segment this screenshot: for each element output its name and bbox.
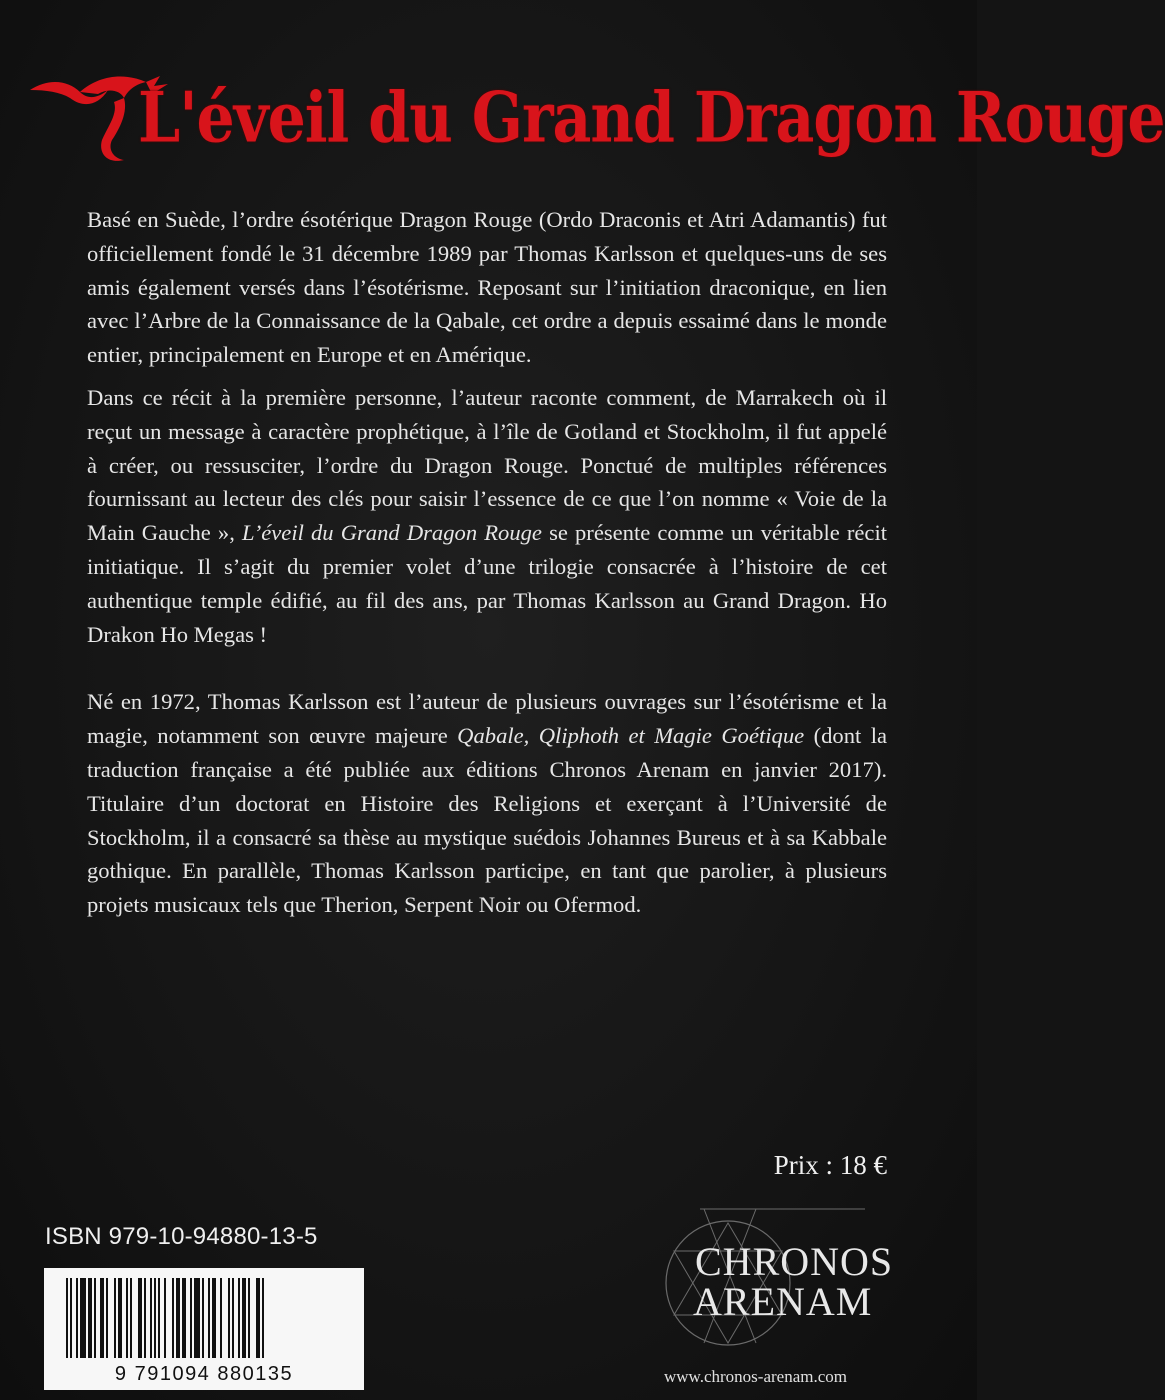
barcode-bar <box>182 1278 186 1358</box>
story-book-title: L’éveil du Grand Dragon Rouge <box>241 520 542 546</box>
barcode-number: 9 791094 880135 <box>114 1363 294 1385</box>
publisher-name-line2: ARENAM <box>693 1279 873 1324</box>
barcode-bar <box>94 1278 96 1358</box>
price-label: Prix : 18 € <box>773 1150 887 1180</box>
title-block <box>28 60 1165 170</box>
barcode-bar <box>154 1278 156 1358</box>
barcode-bar <box>248 1278 250 1358</box>
barcode-bars <box>66 1278 342 1358</box>
barcode-bar <box>228 1278 230 1358</box>
publisher-name-line1: CHRONOS <box>695 1239 894 1284</box>
barcode-bar <box>262 1278 264 1358</box>
barcode-bar <box>256 1278 260 1358</box>
barcode-bar <box>138 1278 142 1358</box>
author-text-end: (dont la traduction française a été publiée aux éditions Chronos Arenam en janvier 2017). Titulaire d’un doctorat en Histoire des Religions et exerçant à l’Université de Stockholm, il a consacré sa thèse au mystique suédois Johannes Bureus et à sa Kabbale gothique. En parallèle, Thomas Karlsson participe, en tant que parolier, à plusieurs projets musicaux tels que Therion, Serpent Noir ou Ofermod. <box>87 723 887 918</box>
book-title: L'éveil du Grand Dragon Rouge <box>138 78 1165 159</box>
description-text <box>87 203 887 931</box>
story-text-start: Dans ce récit à la première personne, l’auteur raconte comment, de Marrakech où il reçut un message à caractère prophétique, à l’île de Gotland et Stockholm, il fut appelé à créer, ou ressusciter, l’ordre du Dragon Rouge. Ponctué de multiples références fournissant au lecteur des clés pour saisir l’essence de ce que l’on nomme « Voie de la Main Gauche », <box>87 384 887 546</box>
barcode-bar <box>144 1278 146 1358</box>
barcode-bar <box>114 1278 116 1358</box>
barcode-bar <box>190 1278 192 1358</box>
barcode-bar <box>106 1278 108 1358</box>
barcode-bar <box>100 1278 104 1358</box>
author-text-start: Né en 1972, Thomas Karlsson est l’auteur de plusieurs ouvrages sur l’ésotérisme et la magie, notamment son œuvre majeure <box>87 689 887 749</box>
barcode-bar <box>130 1278 132 1358</box>
barcode-bar <box>88 1278 92 1358</box>
barcode-bar <box>80 1278 86 1358</box>
barcode-bar <box>70 1278 72 1358</box>
barcode-bar <box>118 1278 122 1358</box>
barcode-bar <box>164 1278 166 1358</box>
barcode-bar <box>76 1278 78 1358</box>
barcode-bar <box>172 1278 174 1358</box>
barcode <box>44 1268 364 1390</box>
barcode-bar <box>220 1278 222 1358</box>
story-text-end: se présente comme un véritable récit initiatique. Il s’agit du premier volet d’une trilogie consacrée à l’histoire de cet authentique temple édifié, au fil des ans, par Thomas Karlsson au Grand Dragon. Ho Drakon Ho Megas ! <box>87 520 888 647</box>
barcode-bar <box>202 1278 204 1358</box>
barcode-bar <box>238 1278 240 1358</box>
barcode-bar <box>194 1278 200 1358</box>
barcode-bar <box>208 1278 210 1358</box>
barcode-bar <box>242 1278 246 1358</box>
paragraph-intro: Basé en Suède, l’ordre ésotérique Dragon Rouge (Ordo Draconis et Atri Adamantis) fut officiellement fondé le 31 décembre 1989 par Thomas Karlsson et quelques-uns de ses amis également versés dans l’ésotérisme. Reposant sur l’initiation draconique, en lien avec l’Arbre de la Connaissance de la Qabale, cet ordre a depuis essaimé dans le monde entier, principalement en Europe et en Amérique. <box>87 207 887 368</box>
paragraph-story <box>87 381 887 651</box>
barcode-bar <box>176 1278 180 1358</box>
paragraph-author <box>87 685 887 922</box>
author-work-title: Qabale, Qliphoth et Magie Goétique <box>457 723 805 749</box>
barcode-bar <box>150 1278 152 1358</box>
barcode-bar <box>232 1278 234 1358</box>
isbn-label: ISBN 979-10-94880-13-5 <box>45 1223 318 1250</box>
barcode-bar <box>212 1278 216 1358</box>
barcode-bar <box>66 1278 68 1358</box>
publisher-website: www.chronos-arenam.com <box>664 1367 847 1386</box>
barcode-bar <box>158 1278 160 1358</box>
barcode-bar <box>126 1278 128 1358</box>
